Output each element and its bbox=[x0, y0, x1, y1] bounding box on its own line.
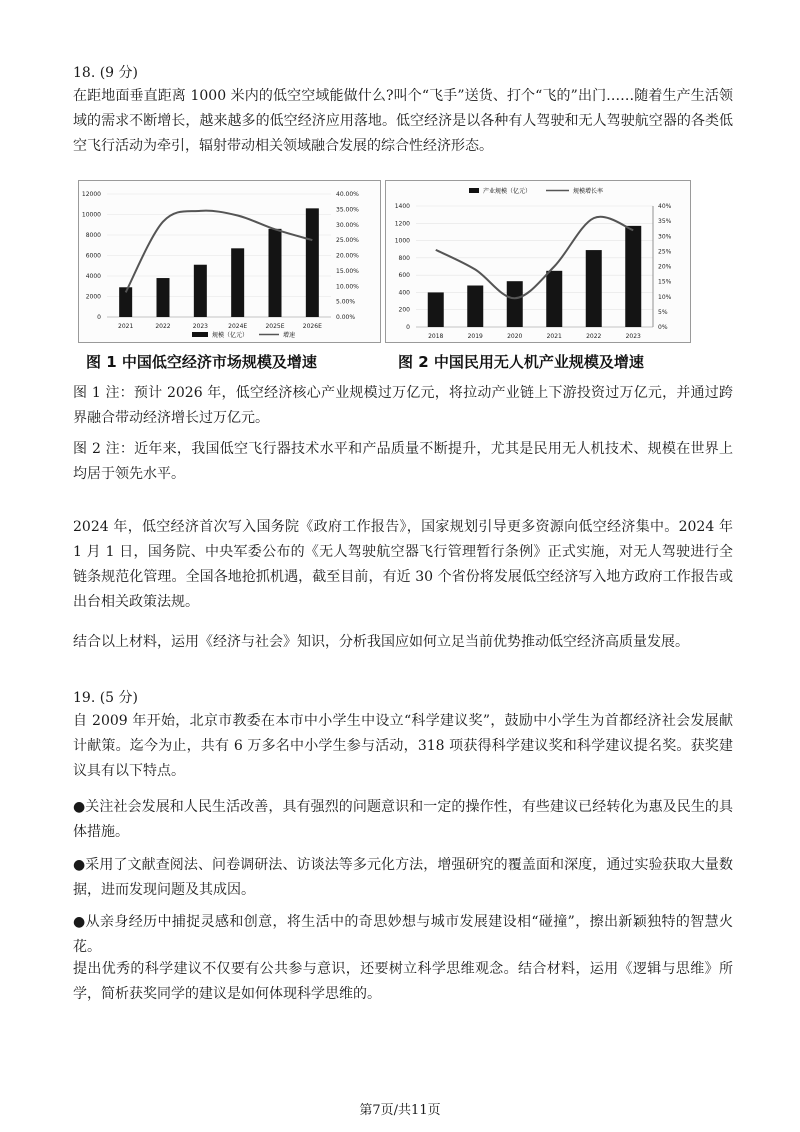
fig2-right-tick-label: 35% bbox=[658, 218, 672, 226]
fig1-x-tick-label: 2024E bbox=[228, 323, 248, 330]
page-footer: 第7页/共11页 bbox=[359, 1103, 441, 1118]
fig1-bar-2026E bbox=[306, 208, 319, 317]
fig1-bar-2025E bbox=[269, 229, 282, 317]
fig1-left-tick-label: 6000 bbox=[85, 252, 101, 260]
q19-intro: 自 2009 年开始，北京市教委在本市中小学生中设立“科学建议奖”，鼓励中小学生为首都经济社会发展献计献策。迄今为止，共有 6 万多名中小学生参与活动，318 项获得科学建议奖和科学建议提名奖。获奖建议具有以下特点。 bbox=[73, 713, 733, 779]
fig1-x-tick-label: 2021 bbox=[118, 323, 134, 330]
fig2-right-tick-label: 30% bbox=[658, 233, 672, 241]
fig1-left-tick-label: 4000 bbox=[85, 273, 101, 280]
fig1-left-tick-label: 8000 bbox=[85, 232, 101, 239]
fig1-legend-line-label: 增速 bbox=[283, 332, 296, 339]
fig2-left-tick-label: 200 bbox=[398, 306, 410, 314]
figure-2-caption: 图 2 中国民用无人机产业规模及增速 bbox=[398, 353, 644, 371]
fig2-right-tick-label: 25% bbox=[658, 248, 672, 256]
fig2-bar-2020 bbox=[507, 281, 523, 327]
fig1-right-tick-label: 5.00% bbox=[336, 298, 356, 306]
figure-1-chart bbox=[79, 181, 380, 342]
fig1-right-tick-label: 40.00% bbox=[336, 191, 359, 198]
fig2-growth-line bbox=[436, 217, 634, 299]
fig1-legend-bar-swatch bbox=[192, 332, 208, 337]
fig2-bar-2021 bbox=[546, 271, 562, 327]
q19-header: 19. (5 分) bbox=[73, 690, 138, 706]
fig2-bar-2022 bbox=[586, 250, 602, 327]
fig1-x-tick-label: 2023 bbox=[192, 323, 208, 330]
figure-2-note: 图 2 注：近年来，我国低空飞行器技术水平和产品质量不断提升，尤其是民用无人机技术、规模在世界上均居于领先水平。 bbox=[73, 441, 733, 482]
fig2-bar-2018 bbox=[428, 292, 444, 327]
fig1-right-tick-label: 35.00% bbox=[336, 206, 359, 214]
fig1-bar-2024E bbox=[231, 248, 244, 317]
figure-2-box bbox=[385, 180, 691, 343]
fig2-legend-line-label: 规模增长率 bbox=[573, 188, 604, 195]
fig2-left-tick-label: 0 bbox=[406, 324, 410, 331]
q19-bullet-1: ●关注社会发展和人民生活改善，具有强烈的问题意识和一定的操作性，有些建议已经转化为惠及民生的具体措施。 bbox=[73, 799, 733, 840]
fig1-x-tick-label: 2026E bbox=[302, 323, 322, 330]
fig2-left-tick-label: 1000 bbox=[394, 237, 410, 245]
fig1-left-tick-label: 12000 bbox=[81, 191, 101, 198]
fig2-right-tick-label: 5% bbox=[658, 308, 668, 316]
fig1-bar-2023 bbox=[194, 265, 207, 317]
fig2-x-tick-label: 2018 bbox=[428, 333, 444, 340]
fig1-right-tick-label: 0.00% bbox=[336, 314, 356, 321]
fig1-left-tick-label: 2000 bbox=[85, 293, 101, 301]
q18-header: 18. (9 分) bbox=[73, 65, 138, 81]
fig2-right-tick-label: 40% bbox=[658, 203, 672, 210]
fig2-right-tick-label: 15% bbox=[658, 278, 672, 286]
fig2-x-tick-label: 2019 bbox=[467, 333, 483, 340]
fig1-right-tick-label: 20.00% bbox=[336, 252, 359, 260]
figure-1-note: 图 1 注：预计 2026 年，低空经济核心产业规模过万亿元，将拉动产业链上下游投资过万亿元，并通过跨界融合带动经济增长过万亿元。 bbox=[73, 385, 733, 426]
q19-bullet-3: ●从亲身经历中捕捉灵感和创意，将生活中的奇思妙想与城市发展建设相“碰撞”，擦出新颖独特的智慧火花。 bbox=[73, 914, 733, 955]
fig1-legend-bar-label: 规模（亿元） bbox=[212, 332, 249, 339]
fig2-right-tick-label: 20% bbox=[658, 263, 672, 271]
fig1-left-tick-label: 10000 bbox=[81, 211, 101, 219]
fig2-right-tick-label: 0% bbox=[658, 324, 668, 331]
figure-1-caption: 图 1 中国低空经济市场规模及增速 bbox=[86, 353, 317, 371]
fig1-left-tick-label: 0 bbox=[97, 314, 101, 321]
figure-2-chart bbox=[386, 181, 690, 342]
fig1-x-tick-label: 2022 bbox=[155, 323, 171, 330]
fig1-legend bbox=[192, 331, 295, 339]
fig1-right-tick-label: 10.00% bbox=[336, 283, 359, 291]
fig2-legend-bar-label: 产业规模（亿元） bbox=[483, 188, 532, 195]
fig2-bar-2023 bbox=[625, 226, 641, 327]
fig2-left-tick-label: 600 bbox=[398, 272, 410, 280]
fig2-x-tick-label: 2021 bbox=[546, 333, 562, 340]
q19-bullet-2: ●采用了文献查阅法、问卷调研法、访谈法等多元化方法，增强研究的覆盖面和深度，通过实验获取大量数据，进而发现问题及其成因。 bbox=[73, 857, 733, 898]
fig2-left-tick-label: 1200 bbox=[394, 220, 410, 228]
fig2-x-tick-label: 2022 bbox=[586, 333, 602, 340]
q18-policy-paragraph: 2024 年，低空经济首次写入国务院《政府工作报告》，国家规划引导更多资源向低空经济集中。2024 年 1 月 1 日，国务院、中央军委公布的《无人驾驶航空器飞行管理暂行条例》正式实施，对无人驾驶进行全链条规范化管理。全国各地抢抓机遇，截至目前，有近 30 个省份将发展低空经济写入地方政府工作报告或出台相关政策法规。 bbox=[73, 519, 733, 610]
fig2-legend-bar-swatch bbox=[469, 188, 479, 193]
q18-intro: 在距地面垂直距离 1000 米内的低空空域能做什么?叫个“飞手”送货、打个“飞的”出门……随着生产生活领域的需求不断增长，越来越多的低空经济应用落地。低空经济是以各种有人驾驶和无人驾驶航空器的各类低空飞行活动为牵引，辐射带动相关领域融合发展的综合性经济形态。 bbox=[73, 88, 733, 154]
fig1-right-tick-label: 30.00% bbox=[336, 221, 359, 229]
fig2-legend bbox=[469, 187, 603, 195]
fig2-left-tick-label: 800 bbox=[398, 254, 410, 262]
fig2-left-tick-label: 1400 bbox=[394, 203, 410, 210]
fig2-x-tick-label: 2023 bbox=[625, 333, 641, 340]
fig1-right-tick-label: 15.00% bbox=[336, 267, 359, 275]
fig2-left-tick-label: 400 bbox=[398, 289, 410, 297]
fig2-right-tick-label: 10% bbox=[658, 293, 672, 301]
fig2-bar-2019 bbox=[467, 286, 483, 327]
fig1-growth-line bbox=[126, 211, 313, 293]
fig1-bar-2022 bbox=[157, 278, 170, 317]
figure-1-box bbox=[78, 180, 381, 343]
fig2-x-tick-label: 2020 bbox=[507, 333, 523, 340]
q19-task: 提出优秀的科学建议不仅要有公共参与意识，还要树立科学思维观念。结合材料，运用《逻辑与思维》所学，简析获奖同学的建议是如何体现科学思维的。 bbox=[73, 961, 733, 1002]
fig1-right-tick-label: 25.00% bbox=[336, 237, 359, 245]
q18-task: 结合以上材料，运用《经济与社会》知识，分析我国应如何立足当前优势推动低空经济高质量发展。 bbox=[73, 634, 689, 650]
fig1-x-tick-label: 2025E bbox=[265, 323, 285, 330]
